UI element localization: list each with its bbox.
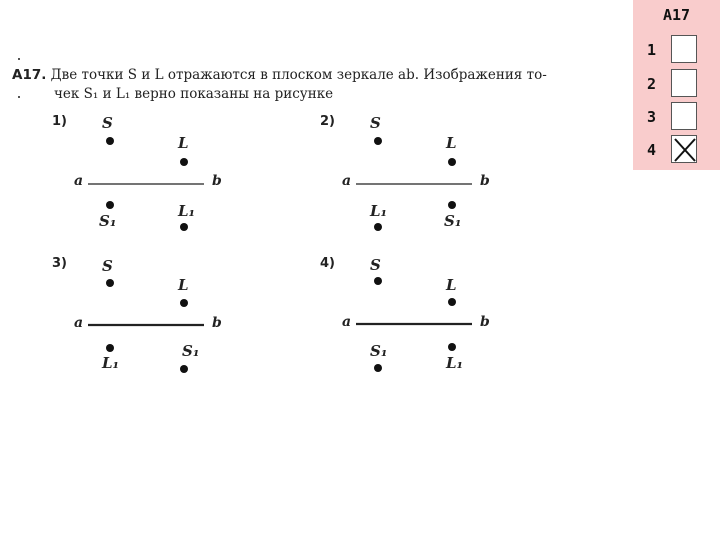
answer-panel: [633, 0, 720, 170]
point-bottom-right: [180, 365, 188, 373]
question-text: [12, 66, 622, 104]
stray-mark: [18, 96, 20, 98]
label-top-left: S: [102, 114, 113, 132]
label-bottom-left: S₁: [370, 342, 388, 360]
point-top-left: [374, 137, 382, 145]
figure-drawing: [52, 114, 292, 244]
label-bottom-left: S₁: [99, 212, 117, 230]
point-bottom-left: [374, 364, 382, 372]
mirror-label-a: a: [74, 173, 84, 189]
answer-option-3: [633, 102, 720, 132]
label-bottom-right: L₁: [178, 202, 196, 220]
mirror-label-b: b: [480, 173, 490, 189]
label-bottom-left: L₁: [370, 202, 388, 220]
point-top-right: [180, 158, 188, 166]
mirror-label-a: a: [342, 314, 352, 330]
label-top-right: L: [178, 276, 189, 294]
point-top-left: [106, 137, 114, 145]
option-number: 3: [647, 108, 657, 126]
figure-label: 4): [320, 256, 335, 271]
figure-4: [320, 256, 560, 386]
option-number: 1: [647, 41, 657, 59]
label-bottom-right: S₁: [444, 212, 462, 230]
answer-option-1: [633, 35, 720, 65]
question-line-1-text: Две точки S и L отражаются в плоском зеркале ab. Изображения то-: [50, 67, 547, 83]
label-bottom-right: S₁: [182, 342, 200, 360]
question-line-1: [12, 66, 622, 85]
point-top-right: [448, 158, 456, 166]
mirror-label-b: b: [480, 314, 490, 330]
answer-option-4: [633, 135, 720, 165]
point-top-left: [106, 279, 114, 287]
mirror-label-a: a: [342, 173, 352, 189]
mirror-label-b: b: [212, 315, 222, 331]
figure-drawing: [320, 114, 560, 244]
label-top-right: L: [446, 134, 457, 152]
answer-panel-title: A17: [662, 6, 691, 24]
figure-3: [52, 256, 292, 386]
option-number: 2: [647, 75, 657, 93]
mirror-label-a: a: [74, 315, 84, 331]
figure-drawing: [52, 256, 292, 386]
option-checkbox[interactable]: [671, 69, 697, 97]
figure-label: 2): [320, 114, 335, 129]
point-bottom-left: [106, 201, 114, 209]
answer-option-2: [633, 69, 720, 99]
label-top-right: L: [446, 276, 457, 294]
label-top-left: S: [370, 256, 381, 274]
point-bottom-left: [106, 344, 114, 352]
point-bottom-right: [448, 201, 456, 209]
figure-1: [52, 114, 292, 244]
figure-label: 1): [52, 114, 67, 129]
option-checkbox[interactable]: [671, 35, 697, 63]
question-line-2: чек S₁ и L₁ верно показаны на рисунке: [54, 86, 334, 102]
label-top-left: S: [370, 114, 381, 132]
label-top-right: L: [178, 134, 189, 152]
cross-check-icon: [672, 136, 698, 164]
point-top-right: [448, 298, 456, 306]
option-number: 4: [647, 141, 657, 159]
label-bottom-right: L₁: [446, 354, 464, 372]
option-checkbox[interactable]: [671, 102, 697, 130]
mirror-label-b: b: [212, 173, 222, 189]
point-top-right: [180, 299, 188, 307]
stray-mark: [18, 58, 20, 60]
label-bottom-left: L₁: [102, 354, 120, 372]
label-top-left: S: [102, 257, 113, 275]
figure-drawing: [320, 256, 560, 386]
point-bottom-left: [374, 223, 382, 231]
figure-label: 3): [52, 256, 67, 271]
option-checkbox-checked[interactable]: [671, 135, 697, 163]
figure-2: [320, 114, 560, 244]
point-bottom-right: [180, 223, 188, 231]
point-top-left: [374, 277, 382, 285]
point-bottom-right: [448, 343, 456, 351]
question-number: A17.: [12, 67, 47, 83]
